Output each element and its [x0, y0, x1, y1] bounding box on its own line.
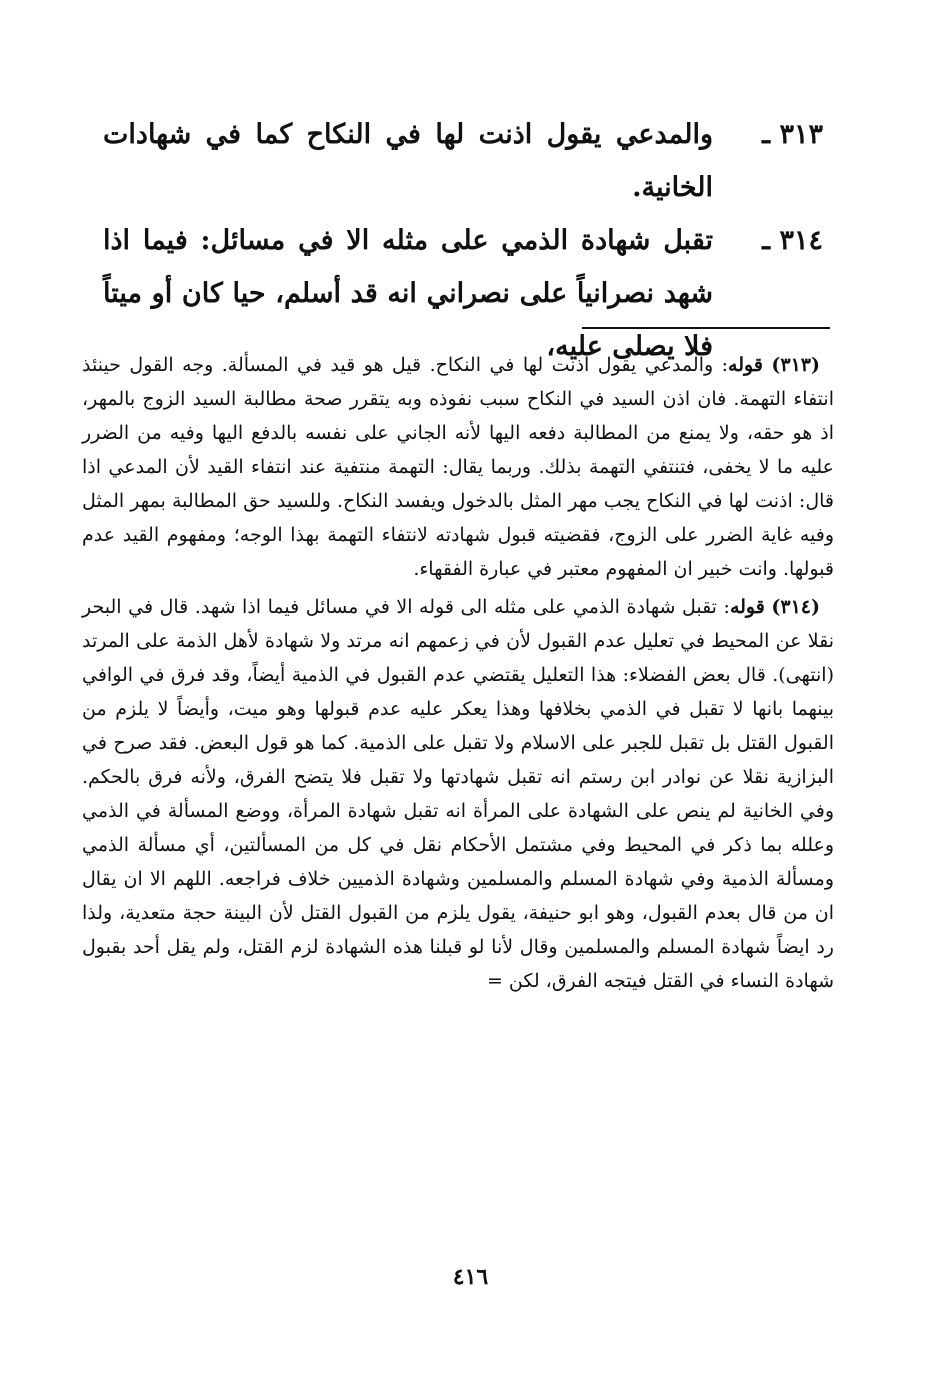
footnote-separator-rule — [582, 327, 830, 329]
entry-number: ٣١٤ ـ — [762, 225, 823, 256]
commentary-text: : تقبل شهادة الذمي على مثله الى قوله الا في مسائل فيما اذا شهد. قال في البحر نقلا عن المحيط في تعليل عدم القبول لأن في زعمهم انه مرتد ولا شهادة لأهل الذمة على المرتد (انتهى). قال بعض الفضلاء: هذا التعليل يقتضي عدم القبول في الذمية أيضاً، وقد فرق في الوافي بينهما بانها لا تقبل في الذمي بخلافها وهذا يعكر عليه عدم قبولها وهو ميت، وأيضاً لا يلزم من القبول القتل بل تقبل للجبر على الاسلام ولا تقبل على الذمية. كما هو قول البعض. فقد صرح في البزازية نقلا عن نوادر ابن رستم انه تقبل شهادتها ولا تقبل فلا يتضح الفرق، ولأنه فرق بالحكم. وفي الخانية لم ينص على الشهادة على المرأة انه تقبل شهادة المرأة، ووضع المسألة في الذمي وعلله بما ذكر في المحيط وفي مشتمل الأحكام نقل في كل من المسألتين، أي مسألة الذمي ومسألة الذمية وفي شهادة المسلم والمسلمين وشهادة الذميين خلاف فراجعه. اللهم الا ان يقال ان من قال بعدم القبول، وهو ابو حنيفة، يقول يلزم من القبول القتل لأن البينة حجة متعدية، ولذا رد ايضاً شهادة المسلم والمسلمين وقال لأنا لو قبلنا هذه الشهادة لزم القتل، ولم يقل أحد بقبول شهادة النساء في القتل فيتجه الفرق، لكن = — [82, 596, 834, 992]
entry-text: والمدعي يقول اذنت لها في النكاح كما في شهادات الخانية. — [103, 119, 713, 203]
main-text-block — [103, 108, 823, 373]
commentary-block — [82, 348, 834, 1002]
commentary-text: : والمدعي يقول اذنت لها في النكاح. قيل هو قيد في المسألة. وجه القول حينئذ انتفاء التهمة. فان اذن السيد في النكاح سبب نفوذه وبه يتقرر صحة مطالبة السيد الزوج بالمهر، اذ هو حقه، ولا يمنع من المطالبة دفعه اليها لأنه الجاني على نفسه بالدفع اليها وفيه من الضرر عليه ما لا يخفى، فتنتفي التهمة بذلك. وربما يقال: التهمة منتفية عند انتفاء القيد لأن المدعي اذا قال: اذنت لها في النكاح يجب مهر المثل بالدخول ويفسد النكاح. وللسيد حق المطالبة بمهر المثل وفيه غاية الضرر على الزوج، فقضيته قبول شهادته لانتفاء التهمة بهذا الوجه؛ ومفهوم القيد عدم قبولها. وانت خبير ان المفهوم معتبر في عبارة الفقهاء. — [82, 354, 834, 580]
commentary-ref: (٣١٣) — [771, 354, 820, 376]
page-number: ٤١٦ — [452, 1264, 489, 1290]
commentary-paragraph-313 — [82, 348, 834, 586]
commentary-ref: (٣١٤) — [771, 596, 820, 618]
commentary-keyword: قوله — [728, 354, 763, 376]
entry-text: تقبل شهادة الذمي على مثله الا في مسائل: فيما اذا شهد نصرانياً على نصراني انه قد أسلم، حيا كان أو ميتاً فلا يصلى عليه، — [103, 225, 713, 362]
entry-number: ٣١٣ ـ — [762, 119, 823, 150]
commentary-paragraph-314 — [82, 590, 834, 998]
commentary-keyword: قوله — [729, 596, 765, 618]
main-entry-313 — [103, 108, 823, 214]
